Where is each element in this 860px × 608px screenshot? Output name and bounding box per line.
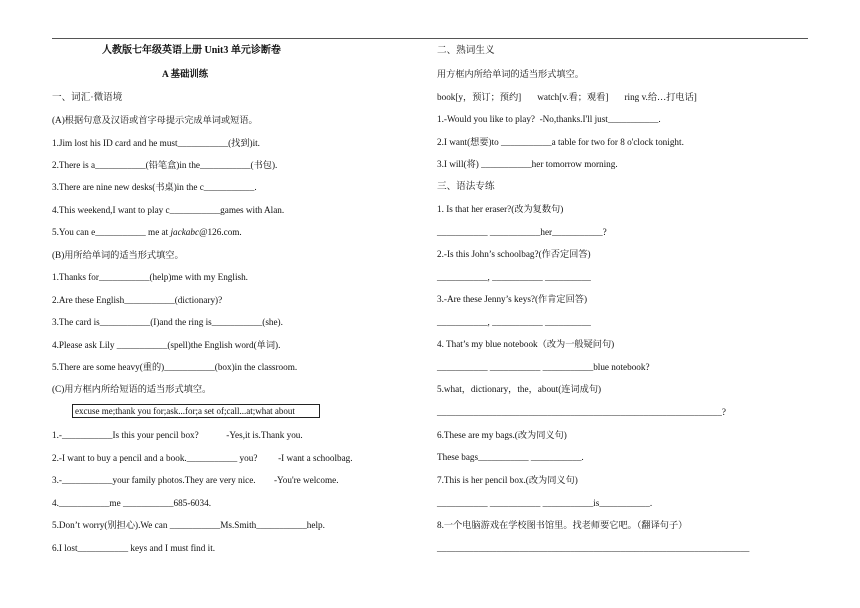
part1-heading: 一、词汇·微语境 (52, 92, 123, 103)
exercise-2-2: 2.I want(想要)to ___________a table for two for 8 o'clock tonight. (437, 137, 684, 147)
exercise-c5: 5.Don’t worry(别担心).We can ___________Ms.Smith___________help. (52, 520, 325, 530)
exercise-c6: 6.I lost___________ keys and I must find it. (52, 543, 216, 553)
exercise-3-4: 4. That’s my blue notebook（改为一般疑问句) (437, 339, 615, 349)
phrase-box: excuse me;thank you for;ask...for;a set of;call...at;what about (72, 404, 320, 418)
exercise-3-5: 5.what，dictionary，the，about(连词成句) (437, 384, 602, 394)
exercise-b3: 3.The card is___________(I)and the ring is___________(she). (52, 317, 283, 327)
exercise-3-1-blank: ___________ ___________her___________? (437, 227, 607, 237)
exercise-3-8: 8.一个电脑游戏在学校图书馆里。找老师要它吧。（翻译句子） (437, 520, 688, 530)
exercise-c2: 2.-I want to buy a pencil and a book.___________ you? -I want a schoolbag. (52, 453, 353, 463)
exercise-3-2-blank: ___________, ___________ __________ (437, 272, 591, 282)
exercise-a2: 2.There is a___________(铅笔盒)in the___________(书包). (52, 160, 278, 170)
exercise-3-1: 1. Is that her eraser?(改为复数句) (437, 204, 564, 214)
top-rule (52, 38, 808, 39)
exercise-c3: 3.-___________your family photos.They are very nice. -You're welcome. (52, 475, 339, 485)
exercise-3-7: 7.This is her pencil box.(改为同义句) (437, 475, 578, 485)
document-title: 人教版七年级英语上册 Unit3 单元诊断卷 (102, 45, 281, 56)
exercise-3-2: 2.-Is this John’s schoolbag?(作否定回答) (437, 249, 591, 259)
exercise-a5-text: 5.You can e___________ me at (52, 227, 171, 237)
email-domain: @126.com. (199, 227, 242, 237)
word-box: book[y，预订；预约] watch[v.看；观看] ring v.给…打电话] (437, 92, 697, 102)
exercise-2-3: 3.I will(将) ___________her tomorrow morning. (437, 159, 618, 169)
exercise-3-5-blank: ______________________________________________________________? (437, 407, 726, 417)
exercise-3-6-blank: These bags___________ ___________. (437, 452, 584, 462)
exercise-b2: 2.Are these English___________(dictionary)? (52, 295, 223, 305)
exercise-c4: 4.___________me ___________685-6034. (52, 498, 211, 508)
exercise-b1: 1.Thanks for___________(help)me with my English. (52, 272, 248, 282)
exercise-a3: 3.There are nine new desks(书桌)in the c___________. (52, 182, 257, 192)
email-user: jackabc (170, 227, 200, 237)
exercise-2-1: 1.-Would you like to play? -No,thanks.I'll just___________. (437, 114, 661, 124)
exercise-3-4-blank: ___________ ___________ ___________blue notebook? (437, 362, 650, 372)
part1a-instruction: (A)根据句意及汉语或首字母提示完成单词或短语。 (52, 115, 258, 125)
part2-instruction: 用方框内所给单词的适当形式填空。 (437, 69, 584, 79)
exercise-3-3-blank: ___________, ___________ __________ (437, 317, 591, 327)
part1b-instruction: (B)用所给单词的适当形式填空。 (52, 250, 184, 260)
exercise-b5: 5.There are some heavy(重的)___________(box)in the classroom. (52, 362, 298, 372)
exercise-3-3: 3.-Are these Jenny’s keys?(作肯定回答) (437, 294, 588, 304)
exercise-3-7-blank: ___________ ___________ ___________is___________. (437, 498, 653, 508)
part1c-instruction: (C)用方框内所给短语的适当形式填空。 (52, 384, 212, 394)
exercise-b4: 4.Please ask Lily ___________(spell)the English word(单词). (52, 340, 281, 350)
part2-heading: 二、熟词生义 (437, 45, 495, 56)
exercise-a4: 4.This weekend,I want to play c___________games with Alan. (52, 205, 285, 215)
exercise-c1: 1.-___________Is this your pencil box? -Yes,it is.Thank you. (52, 430, 303, 440)
exercise-a5 (52, 226, 242, 238)
exercise-a1: 1.Jim lost his ID card and he must___________(找到)it. (52, 138, 260, 148)
part3-heading: 三、语法专练 (437, 181, 495, 192)
section-a-heading: A 基础训练 (162, 70, 209, 80)
exercise-3-6: 6.These are my bags.(改为同义句) (437, 430, 567, 440)
exercise-3-8-blank: ____________________________________________________________________ (437, 543, 750, 553)
